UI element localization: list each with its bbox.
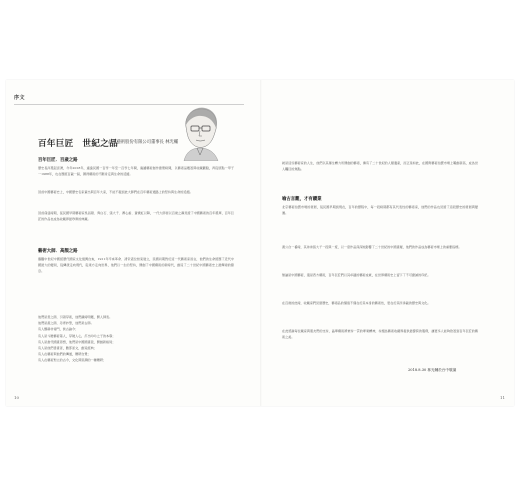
verse-list	[38, 314, 115, 364]
verse-line: 他們是畫之師，丹青妙筆，他們是古師。	[38, 321, 94, 326]
portrait-sketch	[170, 103, 228, 161]
signature-line: 2018.8.30 林光輔於台中敬識	[408, 368, 457, 372]
page-number-right: 11	[500, 395, 506, 400]
verse-line: 有人是斗膽藝術第人，學破人心，打出吟吟之子的本尊；	[38, 333, 116, 338]
paragraph: 在此感謝每位藏家與朋友們的支持，晶華藝術將秉持一貫的專業精神，持續為藝術收藏界提供最優質的服務，讓更多人能夠欣賞到百年巨匠的藝術之美。	[282, 329, 478, 340]
author-byline: 晶華藝術股份有限公司董事長 林光輔	[108, 140, 179, 145]
paragraph: 歷史長河風起雲湧，今年2018年，適逢民國一百零一年至一百零七年間，遍讀藝術創作總冊時間，以藝術品鑑賞與收藏觀點，再從原點一甲子一1988年，也在歷經百載一屆，獲得藝術的不斷肯定與生命的延續。	[38, 166, 234, 177]
paragraph: 鵝鵬中世紀中國經歷代國家文化復興自來，1911年辛亥革命、清帝遜位結束建立，民國初期對於這一代藝術家而言，他們的生命經歷了近代中國最大的變局，從傳統走向現代，從東方走向世界，他們以一生的堅持，開創了中國藝術的新時代，創造了二十世紀中國藝術史上最輝煌的篇章。	[38, 257, 234, 274]
paragraph: 在百歲的此時，收藏家們見證歷史，藝術品的價值不僅在於其本身的藝術性，更在於其所承載的歷史與文化。	[282, 301, 431, 305]
paragraph: 黃公台一番時，其弟弟張大千一段與一度，以一度作品深深地影響了二十世紀的中國畫壇，他們的作品成為藝術市場上的重要指標。	[282, 245, 462, 249]
paragraph: 就是這些藝術家的人生，他們以其畢生精力所開創的藝術，擁有了二十世紀的人類遺產，而正是如此，在國際藝術拍賣市場上屢創新高，成為世人矚目的焦點。	[282, 161, 478, 172]
verse-line: 有人在藝術對立的古今，文化與思潮的一種鑽研；	[38, 358, 107, 363]
paragraph: 回首鼎盛時期，從民國早期藝術家吳昌碩、齊白石、張大千、溥心畬、黃賓虹以降，一代大師皆以百歲之壽見證了中國藝術的百年風華，百年巨匠的作品也成為收藏界最珍貴的典藏。	[38, 211, 234, 222]
article-title: 百年巨匠 世紀之品	[38, 139, 119, 149]
verse-line: 他們是書之師，引領學術，他們識時明鑑，開人師表。	[38, 315, 113, 319]
page-number-left: 10	[14, 395, 20, 400]
paragraph: 回首中國藝術史上，中國歷史名家輩出與百年大家，不能不提到此大師們在百年藝術道路上的堅持與生命的延續。	[38, 190, 193, 194]
subheading-2: 藝術大師．高顏之路	[38, 249, 78, 254]
verse-line: 有人在藝術與他們的傳道，鑽研自覺；	[38, 352, 91, 357]
verse-line: 有人是他們書畫者，數部而文，創造經典；	[38, 346, 97, 351]
subheading-1: 百年巨匠．百歲之路	[38, 158, 78, 163]
page-gutter	[260, 80, 262, 406]
verse-line: 有人顯赫非常門，談古論今；	[38, 327, 79, 332]
subheading-3: 喻古言觀，才有鑽業	[282, 197, 322, 202]
paragraph: 北京藝術拍賣市場的發展，從民國早期到現在，百年的歷程中，每一段時期都有其代表性的藝術家，他們的作品也見證了這段歷史的發展與變遷。	[282, 205, 478, 216]
verse-line: 有人是當代國畫思想，他們是中國國畫派，開創新格局；	[38, 339, 116, 344]
section-label: 序文	[14, 95, 26, 101]
paragraph: 無論是中國藝術，還是西方藝術，百年巨匠們以其卓越的藝術成就，在世界藝術史上留下了不可磨滅的印記。	[282, 273, 431, 277]
